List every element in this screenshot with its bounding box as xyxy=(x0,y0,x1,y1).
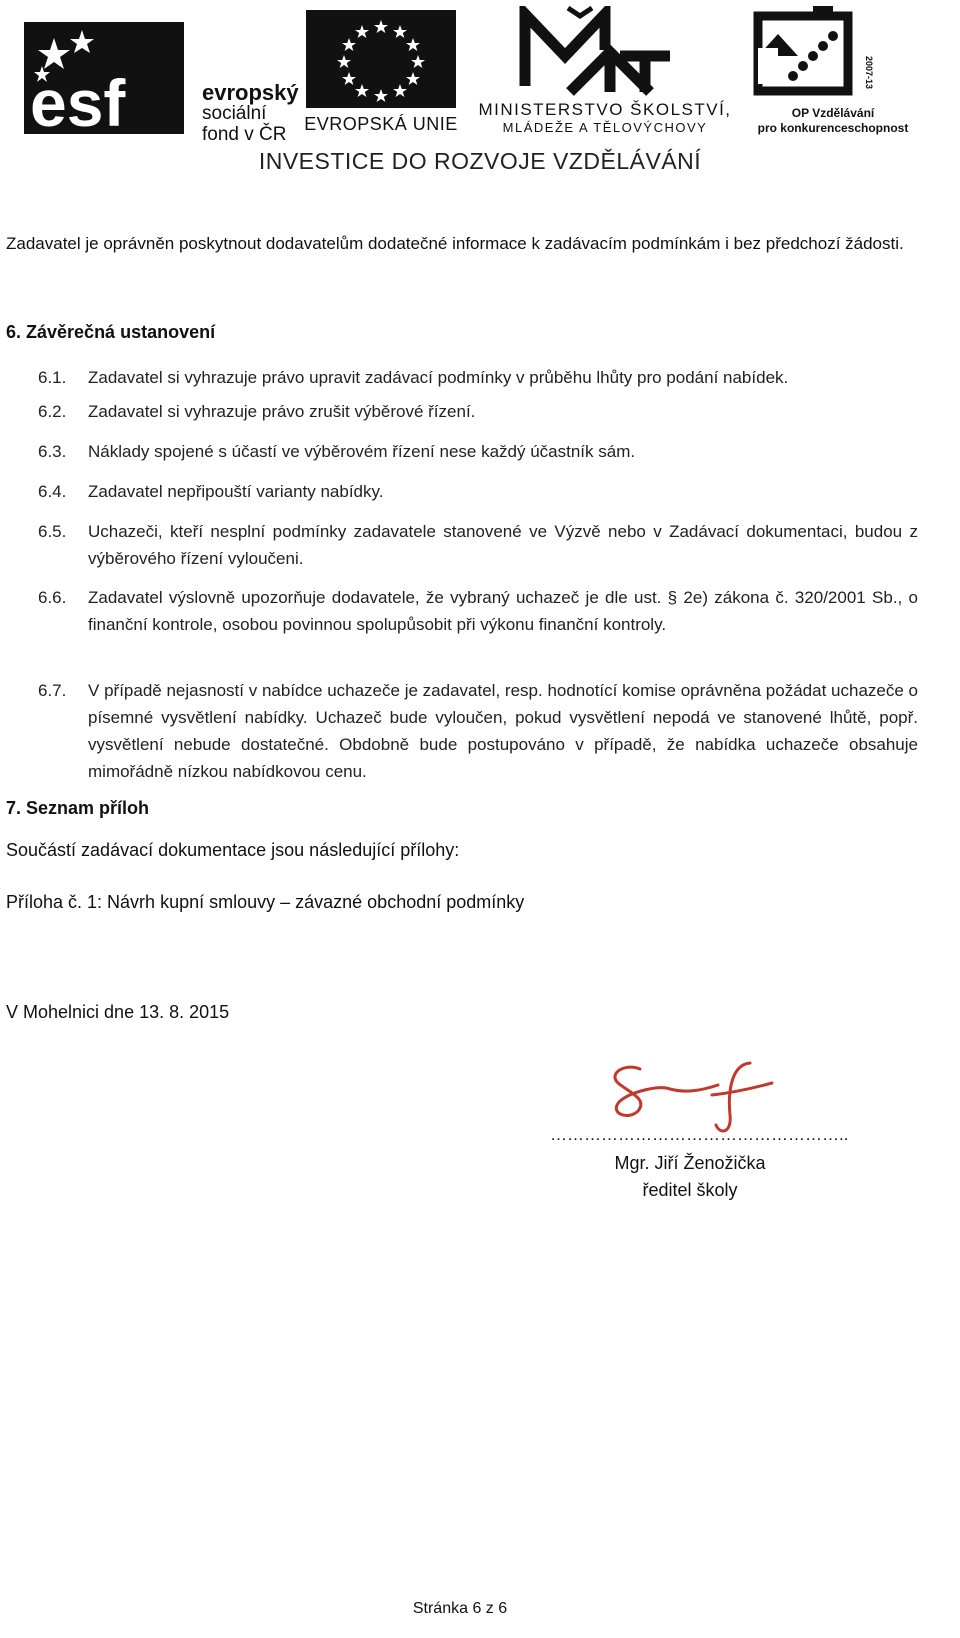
eu-flag-icon xyxy=(300,10,462,110)
msmt-text-line-2: MLÁDEŽE A TĚLOVÝCHOVY xyxy=(502,120,708,135)
esf-text-line-2: sociální xyxy=(202,103,267,124)
item-text: Uchazeči, kteří nesplní podmínky zadavatele stanovené ve Výzvě nebo v Zadávací dokumentaci, budou z výběrového řízení vyloučeni. xyxy=(88,522,918,568)
place-date: V Mohelnici dne 13. 8. 2015 xyxy=(6,1002,230,1022)
esf-text-line-1: evropský xyxy=(202,80,299,105)
eu-logo xyxy=(300,10,462,140)
op-years-text: 2007-13 xyxy=(864,56,874,90)
op-mark-icon xyxy=(748,6,918,104)
eu-text: EVROPSKÁ UNIE xyxy=(304,114,458,134)
item-text: Zadavatel výslovně upozorňuje dodavatele, že vybraný uchazeč je dle ust. § 2e) zákona č. 320/2001 Sb., o finanční kontrole, osobou povinnou spolupůsobit při výkonu finanční kontroly. xyxy=(88,588,918,634)
section-7-heading: 7. Seznam příloh xyxy=(6,798,150,818)
item-number: 6.4. xyxy=(38,482,67,501)
op-text-line-1: OP Vzdělávání xyxy=(791,106,875,120)
esf-text-line-3: fond v ČR xyxy=(202,124,287,145)
item-number: 6.6. xyxy=(38,588,67,607)
logo-header xyxy=(0,0,960,190)
item-text: V případě nejasností v nabídce uchazeče je zadavatel, resp. hodnotící komise oprávněna požádat uchazeče o písemné vysvětlení nabídky. Uchazeč bude vyloučen, pokud vysvětlení nepodá ve stanovené lhůtě, popř. vysvětlení nebude dostatečné. Obdobně bude postupováno v případě, že nabídka uchazeče obsahuje mimořádně nízkou nabídkovou cenu. xyxy=(88,681,918,781)
attachment-1: Příloha č. 1: Návrh kupní smlouvy – závazné obchodní podmínky xyxy=(6,892,525,912)
section-6-heading: 6. Závěrečná ustanovení xyxy=(6,322,216,342)
svg-text:esf: esf xyxy=(30,66,126,134)
esf-mark-icon xyxy=(24,22,184,134)
item-text: Zadavatel si vyhrazuje právo upravit zadávací podmínky v průběhu lhůty pro podání nabídek. xyxy=(88,368,789,387)
intro-paragraph: Zadavatel je oprávněn poskytnout dodavatelům dodatečné informace k zadávacím podmínkám i bez předchozí žádosti. xyxy=(6,234,904,253)
item-text: Zadavatel si vyhrazuje právo zrušit výběrové řízení. xyxy=(88,402,476,421)
signer-role: ředitel školy xyxy=(642,1180,738,1200)
page-number: Stránka 6 z 6 xyxy=(412,1600,508,1617)
op-logo xyxy=(748,6,918,136)
item-number: 6.5. xyxy=(38,522,67,541)
msmt-logo xyxy=(470,6,740,136)
msmt-mark-icon xyxy=(470,6,740,98)
tagline: INVESTICE DO ROZVOJE VZDĚLÁVÁNÍ xyxy=(258,148,702,174)
signer-name: Mgr. Jiří Ženožička xyxy=(614,1153,766,1173)
item-number: 6.2. xyxy=(38,402,67,421)
item-text: Zadavatel nepřipouští varianty nabídky. xyxy=(88,482,384,501)
esf-logo xyxy=(24,22,299,145)
handwritten-signature xyxy=(600,1055,780,1135)
msmt-text-line-1: MINISTERSTVO ŠKOLSTVÍ, xyxy=(478,100,732,119)
item-number: 6.3. xyxy=(38,442,67,461)
item-text: Náklady spojené s účastí ve výběrovém řízení nese každý účastník sám. xyxy=(88,442,636,461)
op-text-line-2: pro konkurenceschopnost xyxy=(757,121,909,135)
item-number: 6.7. xyxy=(38,681,67,700)
signature-line: …………………………………………….. xyxy=(550,1125,849,1144)
attachments-intro: Součástí zadávací dokumentace jsou následující přílohy: xyxy=(6,840,460,860)
item-number: 6.1. xyxy=(38,368,67,387)
